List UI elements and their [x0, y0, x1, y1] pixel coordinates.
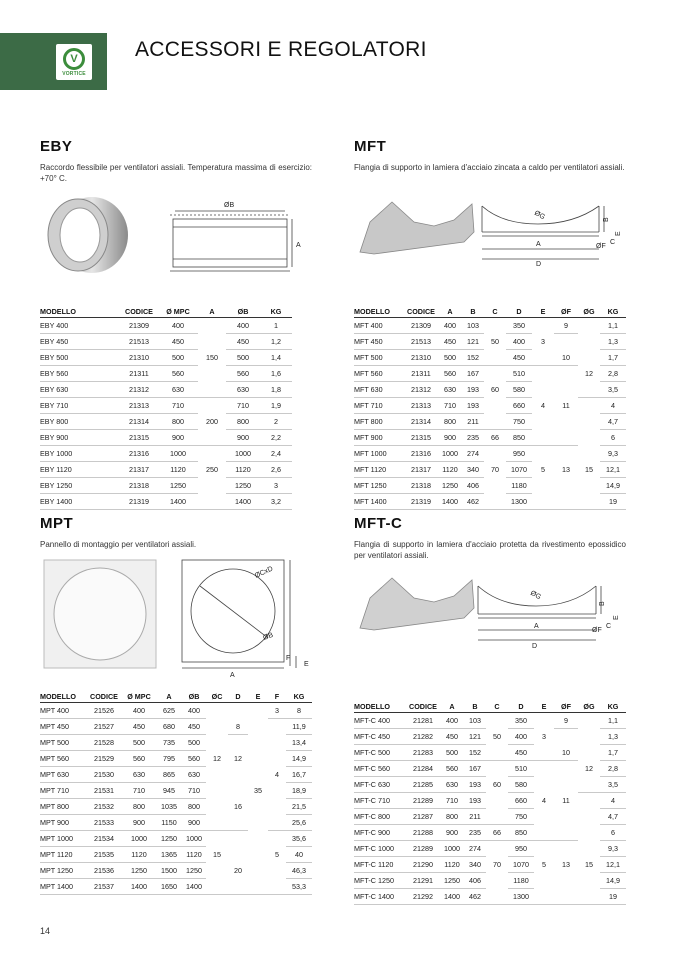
table-row: MPT 710 21531 710 945 710 35 18,9 — [40, 783, 312, 799]
table-row: MPT 800 21532 800 1035 800 16 21,5 — [40, 799, 312, 815]
col-header: Ø MPC — [158, 305, 198, 318]
table-row: MFT 1250 21318 1250 406 1180 14,9 — [354, 478, 626, 494]
mft-label-c: C — [610, 239, 616, 246]
col-header: KG — [600, 700, 626, 713]
page-number: 14 — [40, 926, 51, 936]
col-header: MODELLO — [354, 700, 406, 713]
table-row: EBY 630 21312 630 630 1,8 — [40, 382, 292, 398]
col-header: KG — [600, 305, 626, 318]
mpt-label-f: F — [286, 655, 291, 662]
eby-table — [40, 305, 292, 510]
table-row: MFT 710 21313 710 193 660 4 11 4 — [354, 398, 626, 414]
table-row: MFT-C 630 21285 630 193 60 580 3,5 — [354, 777, 626, 793]
col-header: A — [156, 690, 182, 703]
col-header: D — [228, 690, 248, 703]
table-row: MFT 1400 21319 1400 462 1300 19 — [354, 494, 626, 510]
col-header: D — [508, 700, 534, 713]
vortice-logo — [56, 44, 92, 80]
table-row: MFT-C 1120 21290 1120 340 70 1070 5 13 15 12,1 — [354, 857, 626, 873]
col-header: CODICE — [86, 690, 122, 703]
table-row: MFT 1000 21316 1000 274 950 9,3 — [354, 446, 626, 462]
mft-table — [354, 305, 626, 510]
mft-label-e: E — [615, 231, 622, 236]
table-row: EBY 500 21310 500 150 500 1,4 — [40, 350, 292, 366]
mpt-table — [40, 690, 312, 895]
col-header: E — [532, 305, 554, 318]
table-row: MPT 900 21533 900 1150 900 25,6 — [40, 815, 312, 831]
col-header: A — [438, 305, 462, 318]
eby-title: EBY — [40, 138, 73, 155]
mft-label-g: ØG — [533, 209, 546, 222]
mft-label-f: ØF — [596, 243, 606, 250]
eby-drawing — [170, 211, 292, 271]
eby-illustration — [40, 193, 312, 283]
mpt-label-e: E — [304, 661, 309, 668]
col-header: C — [484, 305, 506, 318]
table-row: EBY 1000 21316 1000 1000 2,4 — [40, 446, 292, 462]
col-header: MODELLO — [40, 690, 86, 703]
table-row: MFT 560 21311 560 167 510 12 2,8 — [354, 366, 626, 382]
col-header: ØB — [182, 690, 206, 703]
table-row: MFT 900 21315 900 235 66 850 6 — [354, 430, 626, 446]
mpt-drawing — [182, 560, 296, 668]
mpt-label-cxd: ØCxD — [253, 565, 275, 580]
mftc-label-f: ØF — [592, 627, 602, 634]
mftc-table — [354, 700, 626, 905]
table-row: MFT-C 1250 21291 1250 406 1180 14,9 — [354, 873, 626, 889]
mftc-label-b: B — [599, 601, 606, 606]
table-row: MFT-C 800 21287 800 211 750 4,7 — [354, 809, 626, 825]
table-row: MPT 1000 21534 1000 1250 1000 35,6 — [40, 831, 312, 847]
mft-title: MFT — [354, 138, 387, 155]
table-row: MFT 450 21513 450 121 50 400 3 1,3 — [354, 334, 626, 350]
table-row: EBY 1400 21319 1400 1400 3,2 — [40, 494, 292, 510]
mpt-label-a: A — [230, 672, 235, 679]
mpt-label-b: ØB — [262, 631, 275, 642]
table-row: MFT-C 1000 21289 1000 274 950 9,3 — [354, 841, 626, 857]
table-row: EBY 560 21311 560 560 1,6 — [40, 366, 292, 382]
mftc-label-a: A — [534, 623, 539, 630]
table-row: MFT 800 21314 800 211 750 4,7 — [354, 414, 626, 430]
col-header: CODICE — [404, 305, 438, 318]
mftc-title: MFT-C — [354, 515, 403, 532]
mpt-illustration — [40, 556, 320, 680]
table-row: EBY 450 21513 450 450 1,2 — [40, 334, 292, 350]
mpt-panel-photo — [44, 560, 156, 668]
eby-label-a: A — [296, 242, 301, 249]
a-group-value: 250 — [206, 465, 218, 474]
table-row: MFT-C 500 21283 500 152 450 10 1,7 — [354, 745, 626, 761]
table-row: EBY 400 21309 400 400 1 — [40, 318, 292, 334]
table-row: MPT 1400 21537 1400 1650 1400 53,3 — [40, 879, 312, 895]
col-header: E — [248, 690, 268, 703]
table-row: MPT 500 21528 500 735 500 13,4 — [40, 735, 312, 751]
mft-flange-shape — [360, 202, 474, 254]
col-header: B — [462, 305, 484, 318]
eby-description: Raccordo flessibile per ventilatori assiali. Temperatura massima di esercizio: +70° C. — [40, 163, 312, 183]
table-row: EBY 710 21313 710 710 1,9 — [40, 398, 292, 414]
table-row: MFT 630 21312 630 193 60 580 3,5 — [354, 382, 626, 398]
col-header: B — [464, 700, 486, 713]
col-header: A — [440, 700, 464, 713]
table-row: EBY 1120 21317 1120 250 1120 2,6 — [40, 462, 292, 478]
col-header: ØF — [554, 305, 578, 318]
col-header: ØC — [206, 690, 228, 703]
col-header: ØF — [554, 700, 578, 713]
col-header: MODELLO — [40, 305, 120, 318]
logo-wordmark: VORTICE — [62, 70, 86, 77]
eby-ring-inner — [60, 208, 100, 262]
mpt-title: MPT — [40, 515, 74, 532]
table-row: MFT-C 400 21281 400 103 350 9 1,1 — [354, 713, 626, 729]
table-row: MPT 450 21527 450 680 450 8 11,9 — [40, 719, 312, 735]
a-group-value: 150 — [206, 353, 218, 362]
col-header: ØG — [578, 700, 600, 713]
table-row: EBY 900 21315 900 900 2,2 — [40, 430, 292, 446]
mftc-label-d: D — [532, 643, 538, 650]
mpt-description: Pannello di montaggio per ventilatori assiali. — [40, 540, 197, 549]
a-group-value: 200 — [206, 417, 218, 426]
col-header: Ø MPC — [122, 690, 156, 703]
table-row: MPT 1120 21535 1120 1365 1120 15 5 40 — [40, 847, 312, 863]
col-header: C — [486, 700, 508, 713]
col-header: D — [506, 305, 532, 318]
col-header: ØB — [226, 305, 260, 318]
mft-label-a: A — [536, 241, 541, 248]
mft-label-b: B — [603, 217, 610, 222]
table-row: MFT-C 560 21284 560 167 510 12 2,8 — [354, 761, 626, 777]
mftc-illustration — [354, 566, 634, 652]
table-row: MFT-C 1400 21292 1400 462 1300 19 — [354, 889, 626, 905]
mftc-description: Flangia di supporto in lamiera d'acciaio protetta da rivestimento epossidico per ventilatori assiali. — [354, 540, 626, 560]
col-header: A — [198, 305, 226, 318]
table-row: MFT 500 21310 500 152 450 10 1,7 — [354, 350, 626, 366]
col-header: MODELLO — [354, 305, 404, 318]
page-title: ACCESSORI E REGOLATORI — [135, 38, 427, 61]
table-row: MFT-C 450 21282 450 121 50 400 3 1,3 — [354, 729, 626, 745]
mftc-flange-shape — [360, 578, 474, 630]
table-row: MFT-C 710 21289 710 193 660 4 11 4 — [354, 793, 626, 809]
table-row: MFT 400 21309 400 103 350 9 1,1 — [354, 318, 626, 334]
table-row: MPT 630 21530 630 865 630 4 16,7 — [40, 767, 312, 783]
mft-label-d: D — [536, 261, 542, 268]
mft-description: Flangia di supporto in lamiera d'acciaio zincata a caldo per ventilatori assiali. — [354, 163, 625, 172]
eby-label-b: ØB — [224, 202, 235, 209]
table-row: MPT 1250 21536 1250 1500 1250 20 46,3 — [40, 863, 312, 879]
col-header: ØG — [578, 305, 600, 318]
mft-illustration — [354, 192, 634, 272]
table-row: MFT 1120 21317 1120 340 70 1070 5 13 15 12,1 — [354, 462, 626, 478]
table-row: MPT 400 21526 400 625 400 3 8 — [40, 703, 312, 719]
table-row: MFT-C 900 21288 900 235 66 850 6 — [354, 825, 626, 841]
col-header: CODICE — [406, 700, 440, 713]
mftc-label-c: C — [606, 623, 612, 630]
table-row: MPT 560 21529 560 795 560 12 12 14,9 — [40, 751, 312, 767]
mftc-label-e: E — [613, 615, 620, 620]
vortice-logo-icon: V — [63, 48, 85, 70]
table-row: EBY 800 21314 800 200 800 2 — [40, 414, 292, 430]
table-row: EBY 1250 21318 1250 1250 3 — [40, 478, 292, 494]
col-header: KG — [286, 690, 312, 703]
col-header: CODICE — [120, 305, 158, 318]
col-header: KG — [260, 305, 292, 318]
mftc-label-g: ØG — [529, 589, 542, 602]
col-header: E — [534, 700, 554, 713]
col-header: F — [268, 690, 286, 703]
